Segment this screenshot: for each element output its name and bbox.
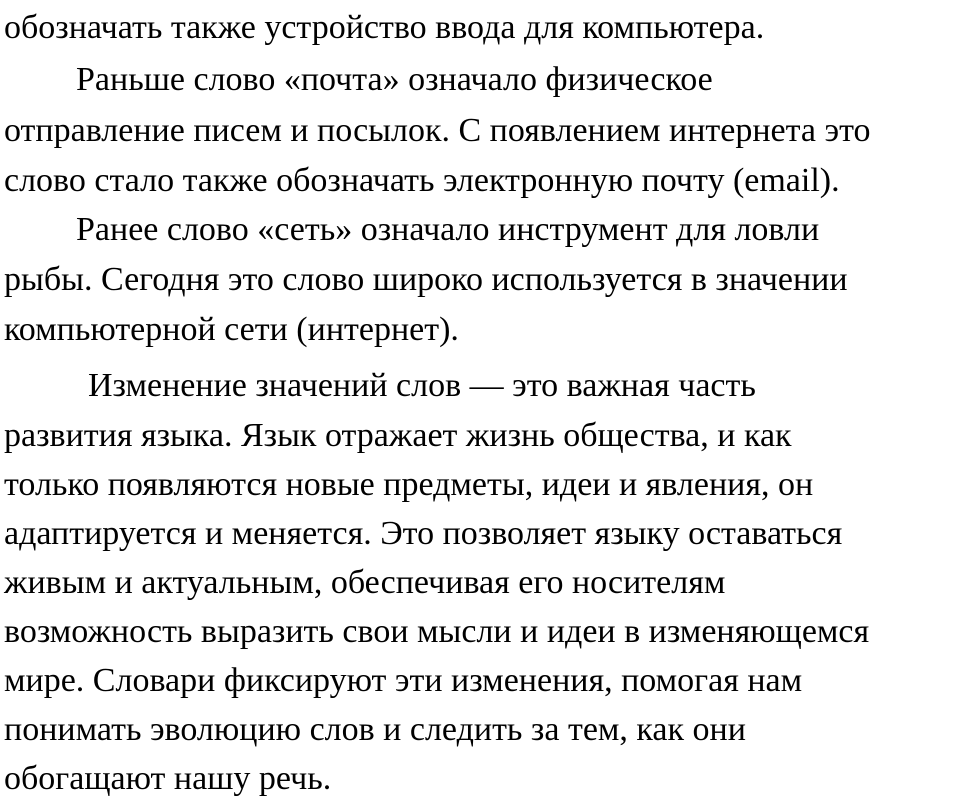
text-line: адаптируется и меняется. Это позволяет языку оставаться	[4, 515, 843, 552]
text-line: слово стало также обозначать электронную почту (email).	[4, 162, 840, 199]
text-line: мире. Словари фиксируют эти изменения, помогая нам	[4, 662, 803, 699]
text-line: обогащают нашу речь.	[4, 760, 332, 797]
text-line: рыбы. Сегодня это слово широко используется в значении	[4, 261, 848, 298]
text-line: компьютерной сети (интернет).	[4, 311, 459, 348]
text-line: понимать эволюцию слов и следить за тем, как они	[4, 711, 746, 748]
text-line: Ранее слово «сеть» означало инструмент для ловли	[76, 211, 820, 248]
text-line: обозначать также устройство ввода для компьютера.	[4, 9, 765, 46]
text-line: отправление писем и посылок. С появлением интернета это	[4, 112, 871, 149]
text-line: только появляются новые предметы, идеи и явления, он	[4, 466, 814, 503]
text-line: развития языка. Язык отражает жизнь общества, и как	[4, 417, 792, 454]
text-line: возможность выразить свои мысли и идеи в изменяющемся	[4, 613, 870, 650]
text-line: Раньше слово «почта» означало физическое	[76, 61, 713, 98]
text-line: живым и актуальным, обеспечивая его носителям	[4, 564, 726, 601]
text-line: Изменение значений слов — это важная часть	[88, 367, 756, 404]
